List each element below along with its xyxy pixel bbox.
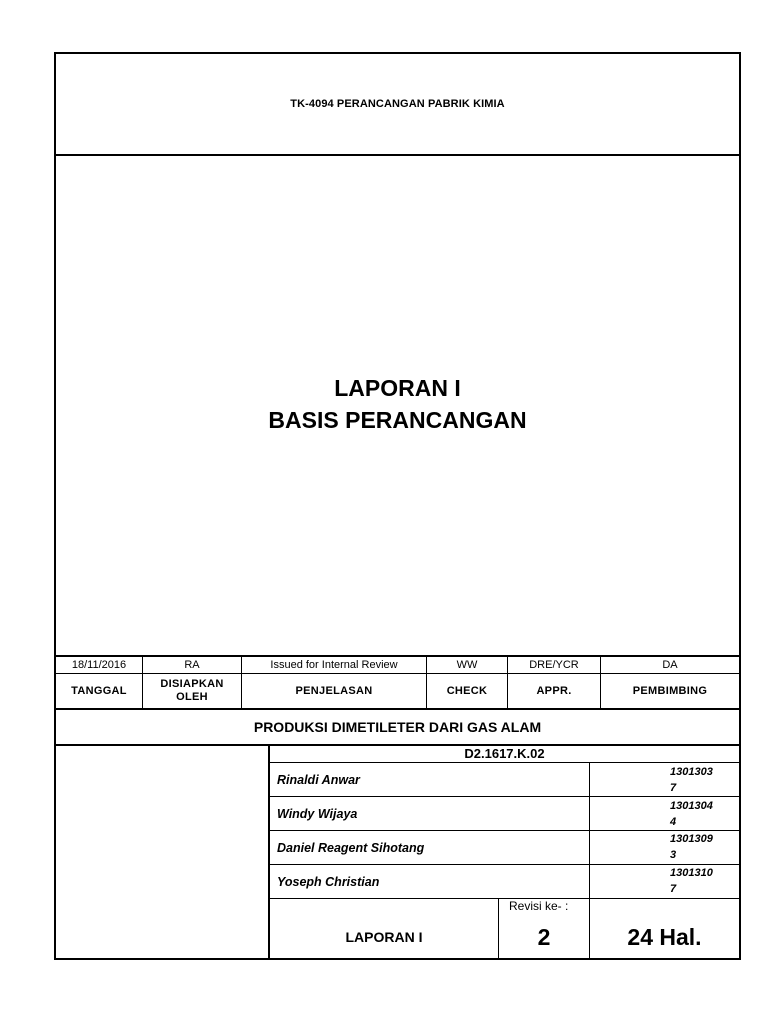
label-prepared-by (143, 674, 241, 708)
revision-approved: DRE/YCR (529, 658, 579, 671)
nim-line2: 4 (670, 816, 677, 828)
cover-title-line1: LAPORAN I (334, 375, 461, 401)
label-prepared-by-line1: DISIAPKAN (160, 678, 224, 690)
project-title: PRODUKSI DIMETILETER DARI GAS ALAM (253, 719, 542, 735)
team-row-divider (269, 898, 741, 899)
nim-line1: 1301309 (670, 833, 713, 845)
nim-line1: 1301310 (670, 867, 713, 879)
footer-report-label: LAPORAN I (345, 929, 423, 945)
team-member-nim (670, 798, 738, 830)
cover-title (56, 372, 739, 436)
nim-line2: 7 (670, 782, 677, 794)
team-member-name: Rinaldi Anwar (277, 772, 360, 787)
revision-date: 18/11/2016 (71, 658, 127, 671)
nim-line2: 3 (670, 849, 677, 861)
revision-description: Issued for Internal Review (270, 658, 398, 671)
label-approved: APPR. (536, 684, 572, 697)
label-supervisor: PEMBIMBING (632, 684, 708, 697)
label-description: PENJELASAN (295, 684, 373, 697)
label-date: TANGGAL (71, 684, 127, 697)
page-count: 24 Hal. (627, 923, 702, 950)
revision-number: 2 (537, 923, 551, 950)
label-check: CHECK (446, 684, 488, 697)
revision-prepared-by: RA (184, 658, 200, 671)
document-number: D2.1617.K.02 (464, 746, 545, 761)
nim-line1: 1301303 (670, 766, 713, 778)
nim-line2: 7 (670, 883, 677, 895)
team-member-name: Yoseph Christian (277, 874, 380, 889)
team-member-nim (670, 764, 738, 796)
nim-column-divider (589, 763, 590, 898)
team-member-name: Daniel Reagent Sihotang (277, 840, 425, 855)
nim-line1: 1301304 (670, 800, 713, 812)
team-member-name: Windy Wijaya (277, 806, 358, 821)
course-title: TK-4094 PERANCANGAN PABRIK KIMIA (290, 98, 505, 110)
revision-label: Revisi ke- : (509, 899, 569, 913)
revision-check: WW (456, 658, 478, 671)
label-prepared-by-line2: OLEH (176, 691, 208, 703)
header-divider (54, 154, 741, 156)
revision-supervisor: DA (662, 658, 678, 671)
cover-title-line2: BASIS PERANCANGAN (268, 407, 527, 433)
team-member-nim (670, 865, 738, 897)
team-member-nim (670, 831, 738, 863)
